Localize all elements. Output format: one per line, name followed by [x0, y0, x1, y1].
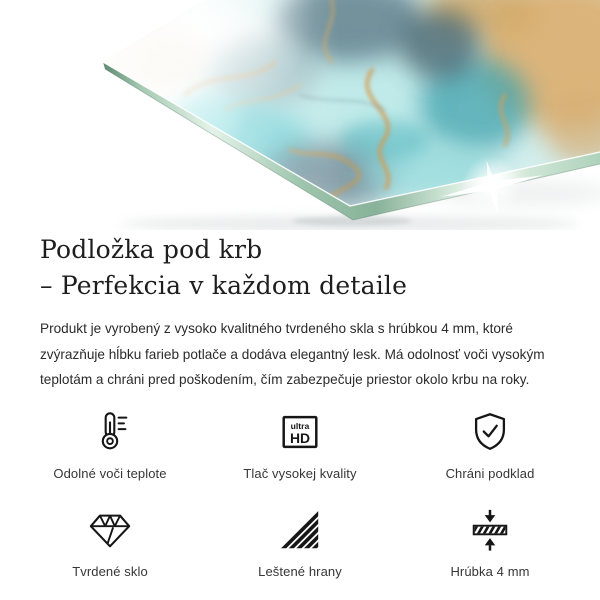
svg-text:HD: HD [289, 429, 311, 446]
feature-label: Hrúbka 4 mm [450, 563, 530, 579]
diamond-icon [86, 505, 134, 555]
feature-polished-edges [205, 505, 395, 579]
shield-check-icon [467, 407, 513, 457]
feature-label: Tvrdené sklo [72, 563, 148, 579]
feature-grid [15, 407, 585, 579]
thermometer-icon [87, 407, 133, 457]
feature-print-quality [205, 407, 395, 481]
product-description: Produkt je vyrobený z vysoko kvalitného tvrdeného skla s hrúbkou 4 mm, ktoré zvýrazňuje hĺbku farieb potlače a dodáva elegantný lesk. Má odolnosť voči vysokým teplotám a chráni pred poškodením, čím zabezpečuje priestor okolo krbu na roky. [40, 321, 545, 387]
feature-label: Tlač vysokej kvality [243, 465, 357, 481]
feature-label: Chráni podklad [445, 465, 535, 481]
feature-thickness [395, 505, 585, 579]
polished-edge-icon [277, 505, 323, 555]
feature-label: Leštené hrany [258, 563, 342, 579]
thickness-arrows-icon [467, 505, 513, 555]
ultra-hd-icon [277, 407, 323, 457]
feature-label: Odolné voči teplote [53, 465, 167, 481]
title-line-1: Podložka pod krb [40, 235, 263, 264]
page-title [40, 232, 560, 304]
feature-tempered-glass [15, 505, 205, 579]
title-line-2: – Perfekcia v každom detaile [40, 271, 408, 300]
hero-image [0, 0, 600, 230]
svg-text:ultra: ultra [290, 420, 310, 431]
feature-heat-resistant [15, 407, 205, 481]
product-info-section [0, 232, 600, 579]
glass-panel-photo [0, 0, 600, 230]
feature-protects-surface [395, 407, 585, 481]
